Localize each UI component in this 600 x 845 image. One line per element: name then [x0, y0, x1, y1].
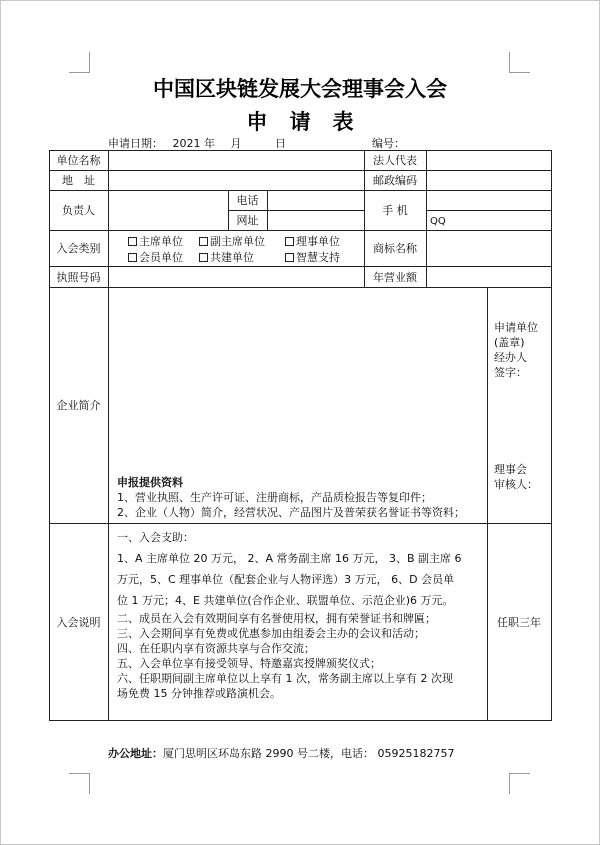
checkbox-icon	[285, 237, 294, 246]
option-chairman-unit[interactable]: 主席单位	[128, 233, 183, 249]
join-note-line: 六、任职期间副主席单位以上享有 1 次，常务副主席以上享有 2 次现	[117, 672, 453, 685]
serial-number-label: 编号：	[372, 137, 405, 150]
address-label: 地 址	[62, 174, 95, 187]
phone-field[interactable]	[268, 191, 364, 210]
website-field[interactable]	[268, 211, 364, 230]
join-notes-label: 入会说明	[56, 615, 101, 629]
date-month: 月	[230, 137, 242, 150]
checkbox-icon	[128, 237, 137, 246]
address-field[interactable]	[109, 171, 363, 190]
membership-type-label: 入会类别	[56, 242, 101, 255]
mobile-label: 手 机	[382, 204, 408, 217]
date-label: 申请日期：	[108, 137, 163, 150]
office-address	[108, 745, 454, 761]
applicant-signature-label: 申请单位 (盖章) 经办人 签字：	[494, 321, 538, 379]
join-note-line: 万元，5、C 理事单位（配套企业与人物评选）3 万元， 6、D 会员单	[117, 573, 455, 586]
annual-revenue-field[interactable]	[427, 267, 551, 287]
document-subtitle: 申请表	[246, 109, 376, 134]
term-label: 任职三年	[497, 615, 541, 629]
license-number-label: 执照号码	[56, 270, 101, 284]
option-member-unit[interactable]: 会员单位	[128, 249, 183, 265]
option-smart-support[interactable]: 智慧支持	[285, 249, 340, 265]
trademark-field[interactable]	[427, 231, 551, 266]
legal-rep-field[interactable]	[427, 151, 551, 170]
checkbox-icon	[199, 253, 208, 262]
unit-name-label: 单位名称	[56, 154, 101, 167]
trademark-label: 商标名称	[373, 242, 417, 255]
qq-label: QQ	[430, 216, 446, 227]
materials-block	[117, 475, 465, 520]
company-intro-field[interactable]	[109, 288, 487, 468]
unit-name-field[interactable]	[109, 151, 363, 170]
join-note-line: 场免费 15 分钟推荐或路演机会。	[117, 687, 281, 700]
join-note-line: 二、成员在入会有效期间享有名誉使用权，拥有荣誉证书和牌匾；	[117, 612, 436, 625]
crop-mark-top-left	[69, 52, 90, 73]
crop-mark-top-right	[509, 52, 530, 73]
date-day: 日	[275, 137, 286, 150]
date-year: 2021 年	[172, 137, 215, 150]
join-note-line: 一、入会支助：	[117, 531, 194, 544]
person-in-charge-label: 负责人	[62, 204, 95, 217]
crop-mark-bottom-left	[69, 773, 90, 794]
join-note-line: 位 1 万元；4、E 共建单位(合作企业、联盟单位、示范企业)6 万元。	[117, 594, 454, 607]
checkbox-icon	[199, 237, 208, 246]
option-director-unit[interactable]: 理事单位	[285, 233, 340, 249]
reviewer-signature-label: 理事会 审核人：	[494, 463, 538, 491]
join-note-line: 1、A 主席单位 20 万元， 2、A 常务副主席 16 万元， 3、B 副主席 6	[117, 552, 462, 565]
person-in-charge-field[interactable]	[109, 191, 228, 230]
materials-title: 申报提供资料	[117, 476, 183, 489]
annual-revenue-label: 年营业额	[373, 270, 417, 284]
phone-label: 电话	[236, 194, 259, 207]
website-label: 网址	[236, 214, 259, 227]
checkbox-icon	[285, 253, 294, 262]
checkbox-icon	[128, 253, 137, 262]
crop-mark-bottom-right	[509, 773, 530, 794]
join-note-line: 四、在任职内享有资源共享与合作交流；	[117, 642, 315, 655]
join-note-line: 三、入会期间享有免费或优惠参加由组委会主办的会议和活动；	[117, 627, 425, 640]
materials-item: 2、企业（人物）简介，经营状况、产品图片及普荣获名誉证书等资料；	[117, 506, 465, 519]
legal-rep-label: 法人代表	[373, 154, 417, 167]
postal-code-field[interactable]	[427, 171, 551, 190]
office-address-label: 办公地址：	[108, 747, 163, 760]
license-number-field[interactable]	[109, 267, 363, 287]
option-vice-chairman-unit[interactable]: 副主席单位	[199, 233, 265, 249]
join-note-line: 五、入会单位享有接受领导、特邀嘉宾授牌颁奖仪式；	[117, 657, 381, 670]
document-title: 中国区块链发展大会理事会入会	[153, 76, 447, 101]
option-co-build-unit[interactable]: 共建单位	[199, 249, 254, 265]
company-intro-label: 企业简介	[56, 399, 101, 412]
postal-code-label: 邮政编码	[373, 174, 417, 187]
join-notes-body	[117, 527, 487, 701]
application-date	[108, 135, 286, 151]
office-address-text: 厦门思明区环岛东路 2990 号二楼，电话： 05925182757	[163, 747, 455, 760]
materials-item: 1、营业执照、生产许可证、注册商标，产品质检报告等复印件；	[117, 491, 432, 504]
mobile-field[interactable]	[427, 191, 551, 210]
